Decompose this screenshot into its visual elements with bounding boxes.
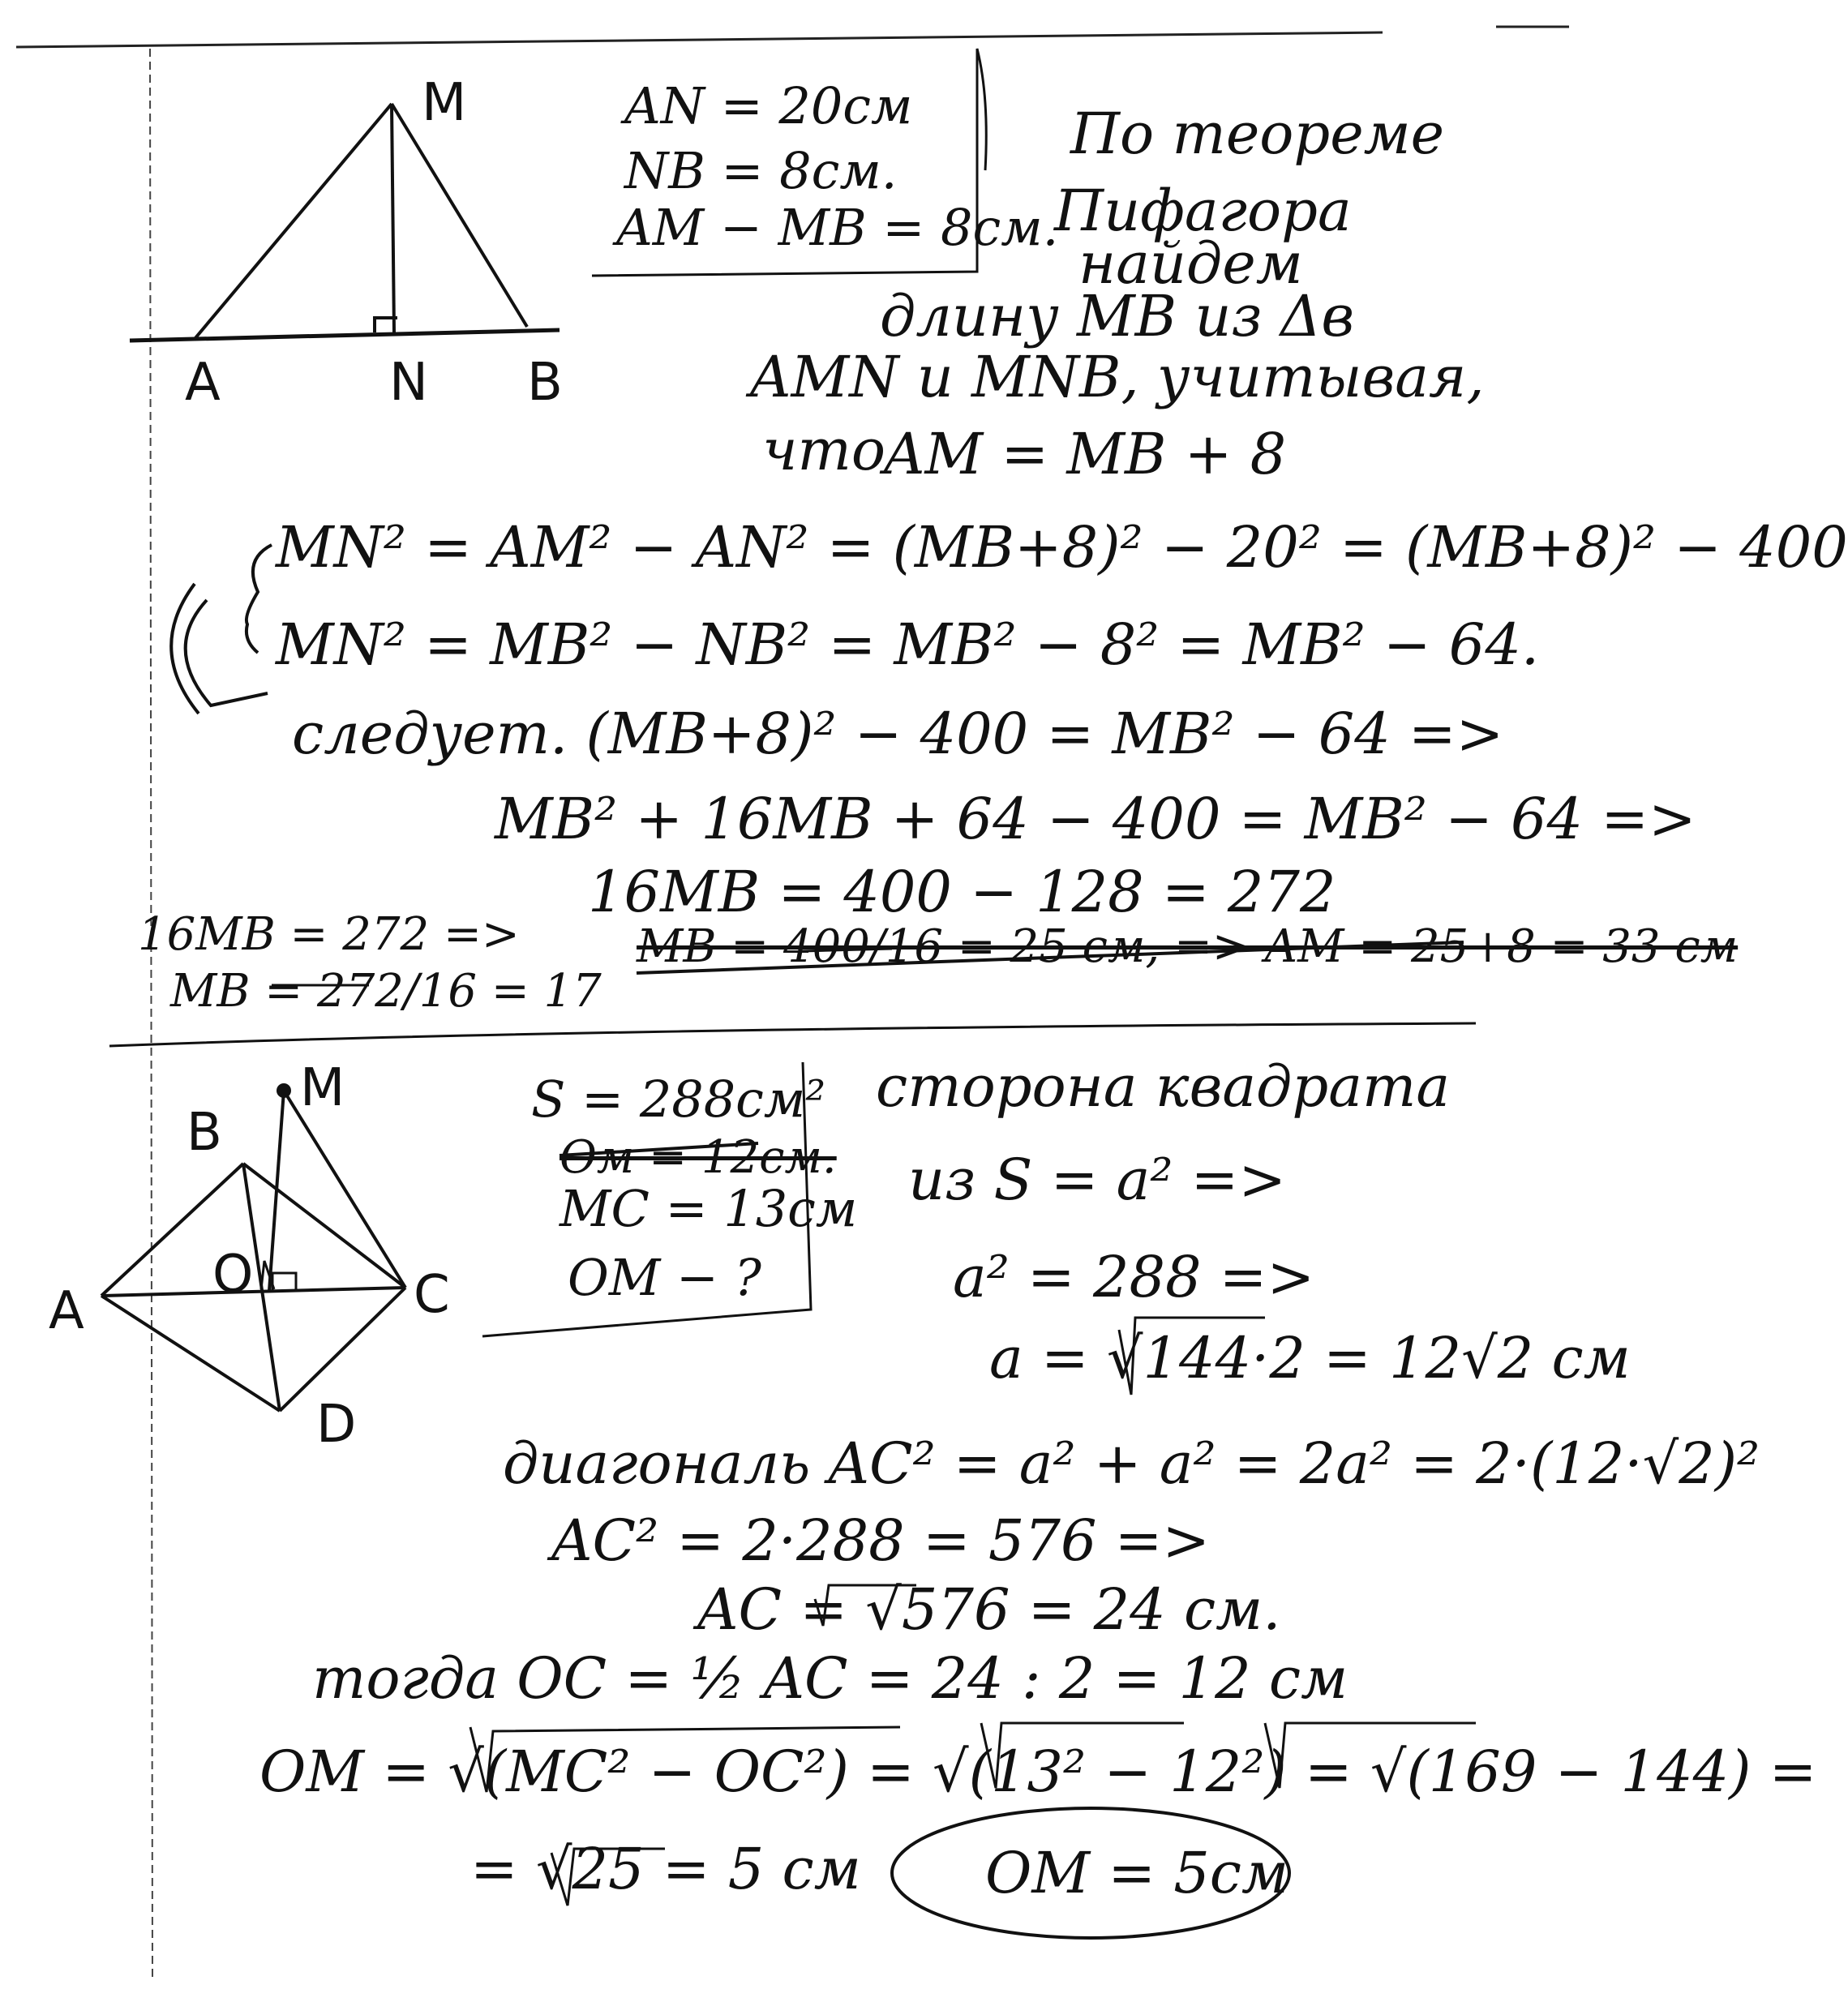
equation-diagonal-ac: диагональ AC² = a² + a² = 2a² = 2·(12·√2)² [503,1430,1760,1497]
equation-a-squared: a² = 288 => [953,1244,1315,1310]
side-cd [280,1288,405,1411]
equation-mn-from-mnb: MN² = MB² − NB² = MB² − 8² = MB² − 64. [276,611,1540,678]
segment-mo [269,1091,284,1291]
label-point-n: N [389,353,428,413]
given-am-mb: AM − MB = 8см. [616,198,1059,257]
side-equation-mb-17: MB = 272/16 = 17 [170,965,602,1018]
note-pythagoras: Пифагора [1054,178,1352,244]
equation-om-result: = √25 = 5 см [470,1836,861,1902]
given-mc: MC = 13см [560,1179,858,1238]
equation-area: из S = a² => [908,1147,1286,1213]
label-point-a2: A [49,1281,84,1341]
equation-ac-squared: AC² = 2·288 = 576 => [551,1507,1211,1574]
note-theorem: По теореме [1070,101,1445,167]
equation-oc: тогда OC = ½ AC = 24 : 2 = 12 см [312,1645,1348,1712]
note-find: найдем [1078,230,1303,297]
note-am-relation: AM = MB + 8 [884,421,1287,487]
label-point-c: C [414,1265,450,1325]
segment-mc [284,1091,405,1288]
section-divider [109,1023,1476,1046]
given-om-crossed: Ом = 12см. [560,1131,837,1184]
pyramid-figure [101,1083,405,1411]
label-point-o: O [212,1245,254,1305]
equation-ac-value: AC = √576 = 24 см. [697,1576,1281,1643]
note-triangles: AMN и MNB, учитывая, [750,344,1485,410]
given-om-question: OM − ? [568,1248,761,1307]
equation-follows: следует. (MB+8)² − 400 = MB² − 64 => [292,701,1504,767]
top-rule [16,32,1383,47]
label-point-b: B [527,353,563,413]
equation-mb-25-crossed: MB = 400/16 = 25 см, => AM = 25+8 = 33 см [637,920,1739,973]
note-that: что [762,417,886,483]
equation-om-pythagoras: OM = √(MC² − OC²) = √(13² − 12²) = √(169 − 144) = [259,1738,1817,1805]
side-equation-16mb: 16MB = 272 => [138,908,520,961]
side-da [101,1296,280,1411]
base-line-ab [130,330,560,341]
equation-mn-from-amn: MN² = AM² − AN² = (MB+8)² − 20² = (MB+8)² − 400 [276,514,1848,581]
note-length-mb: длину MB из Δв [880,283,1355,349]
note-square-side: сторона квадрата [876,1053,1451,1120]
segment-mn-altitude [392,104,394,332]
given-an: AN = 20см [624,76,913,135]
equation-expanded: MB² + 16MB + 64 − 400 = MB² − 64 => [495,786,1696,852]
triangle-figure [130,104,560,341]
label-point-m2: M [300,1058,345,1118]
label-point-d: D [316,1395,357,1455]
label-point-m: M [422,73,467,133]
diagonal-ac [101,1288,405,1296]
equation-16mb: 16MB = 400 − 128 = 272 [588,859,1336,925]
answer-om: OM = 5см [985,1840,1288,1906]
label-point-a: A [185,353,221,413]
right-angle-mark-o [272,1273,296,1291]
given-area: S = 288см² [531,1070,826,1129]
system-brace [247,545,272,653]
segment-am [195,104,392,339]
given-nb: NB = 8см. [624,141,898,200]
equation-a-value: a = √144·2 = 12√2 см [989,1325,1631,1391]
segment-mb [392,104,527,327]
label-point-b2: B [187,1103,222,1163]
point-m-dot [277,1083,291,1098]
implication-arrow [186,600,268,705]
